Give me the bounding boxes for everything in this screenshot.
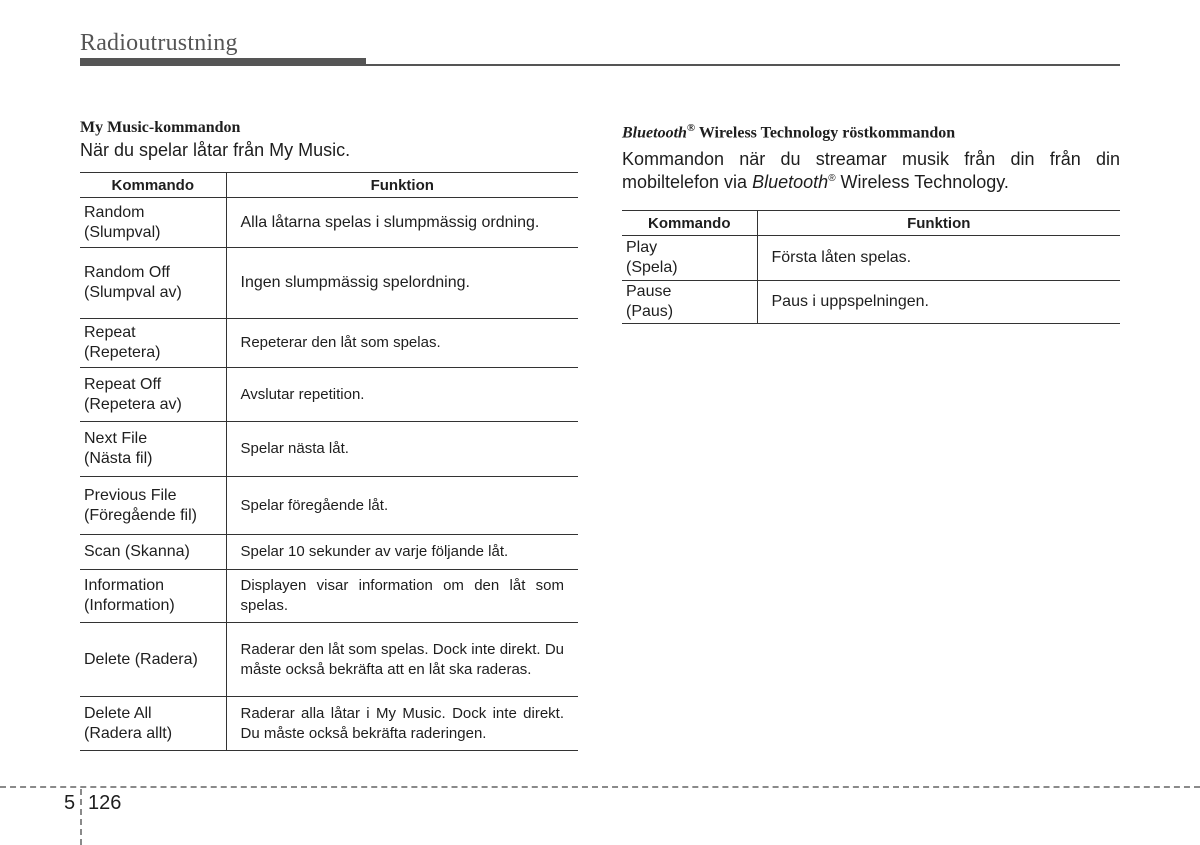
my-music-section <box>80 118 578 751</box>
command-name: Repeat Off <box>84 375 162 393</box>
bluetooth-intro <box>622 149 1120 192</box>
column-header-function: Funktion <box>757 211 1120 236</box>
table-row <box>622 281 1120 324</box>
function-cell: Spelar 10 sekunder av varje följande låt. <box>226 535 578 570</box>
header-rule <box>80 64 1120 66</box>
column-header-command: Kommando <box>622 211 757 236</box>
table-row <box>80 477 578 535</box>
function-cell: Raderar den låt som spelas. Dock inte direkt. Du måste också bekräfta att en låt ska raderas. <box>226 623 578 697</box>
chapter-number: 5 <box>64 792 76 814</box>
registered-mark: ® <box>686 122 696 134</box>
column-header-command: Kommando <box>80 173 226 198</box>
footer-dashed-rule <box>0 786 1200 788</box>
command-translation: (Föregående fil) <box>84 506 197 524</box>
command-translation: (Spela) <box>626 259 678 277</box>
command-cell <box>80 570 226 623</box>
command-cell <box>80 623 226 697</box>
table-row <box>80 248 578 319</box>
command-cell <box>80 535 226 570</box>
command-name: Delete (Radera) <box>84 650 198 668</box>
command-name: Pause <box>626 283 672 301</box>
command-cell <box>80 697 226 751</box>
command-cell <box>622 236 757 281</box>
bluetooth-section <box>622 118 1120 324</box>
command-cell <box>80 248 226 319</box>
function-cell: Spelar föregående låt. <box>226 477 578 535</box>
command-cell <box>622 281 757 324</box>
command-translation: (Slumpval) <box>84 223 161 241</box>
command-translation: (Radera allt) <box>84 724 173 742</box>
table-row <box>80 697 578 751</box>
bluetooth-commands-table <box>622 210 1120 324</box>
command-name: Scan (Skanna) <box>84 543 190 560</box>
table-row <box>80 198 578 248</box>
my-music-commands-table <box>80 172 578 751</box>
registered-mark: ® <box>828 173 836 185</box>
function-cell: Avslutar repetition. <box>226 368 578 422</box>
column-header-function: Funktion <box>226 173 578 198</box>
command-translation: (Repetera) <box>84 344 161 361</box>
command-name: Next File <box>84 430 148 447</box>
command-cell <box>80 319 226 368</box>
command-translation: (Nästa fil) <box>84 450 153 467</box>
command-translation: (Information) <box>84 597 175 614</box>
command-translation: (Repetera av) <box>84 395 182 413</box>
command-name: Information <box>84 577 165 594</box>
table-header-row <box>80 173 578 198</box>
command-name: Repeat <box>84 324 136 341</box>
bluetooth-intro-brand: Bluetooth <box>752 172 829 193</box>
bluetooth-intro-part-b: Wireless Technology. <box>835 172 1009 193</box>
function-cell: Displayen visar information om den låt som spelas. <box>226 570 578 623</box>
table-header-row <box>622 211 1120 236</box>
bluetooth-heading-rest: Wireless Technology röstkommandon <box>695 124 956 142</box>
table-row <box>80 570 578 623</box>
bluetooth-heading-brand: Bluetooth <box>622 124 687 142</box>
my-music-intro: När du spelar låtar från My Music. <box>80 140 351 160</box>
table-row <box>80 535 578 570</box>
function-cell: Alla låtarna spelas i slumpmässig ordning. <box>226 198 578 248</box>
bluetooth-intro-part-a: Kommandon när du streamar musik från din från din mobiltelefon via <box>622 149 1120 193</box>
table-row <box>80 623 578 697</box>
table-row <box>80 368 578 422</box>
function-cell: Paus i uppspelningen. <box>757 281 1120 324</box>
command-cell <box>80 477 226 535</box>
table-row <box>80 319 578 368</box>
function-cell: Repeterar den låt som spelas. <box>226 319 578 368</box>
page-header-title: Radioutrustning <box>80 30 238 56</box>
function-cell: Raderar alla låtar i My Music. Dock inte direkt. Du måste också bekräfta raderingen. <box>226 697 578 751</box>
command-cell <box>80 198 226 248</box>
footer-dashed-divider <box>80 789 82 845</box>
command-translation: (Slumpval av) <box>84 284 182 301</box>
command-translation: (Paus) <box>626 303 674 321</box>
page-number: 126 <box>88 792 122 814</box>
my-music-heading: My Music-kommandon <box>80 119 241 136</box>
command-name: Delete All <box>84 704 152 722</box>
function-cell: Ingen slumpmässig spelordning. <box>226 248 578 319</box>
function-cell: Spelar nästa låt. <box>226 422 578 477</box>
command-name: Random Off <box>84 264 170 281</box>
command-cell <box>80 368 226 422</box>
bluetooth-heading <box>622 118 1120 143</box>
command-name: Random <box>84 203 145 221</box>
function-cell: Första låten spelas. <box>757 236 1120 281</box>
table-row <box>622 236 1120 281</box>
command-name: Play <box>626 239 658 257</box>
command-cell <box>80 422 226 477</box>
command-name: Previous File <box>84 486 177 504</box>
table-row <box>80 422 578 477</box>
